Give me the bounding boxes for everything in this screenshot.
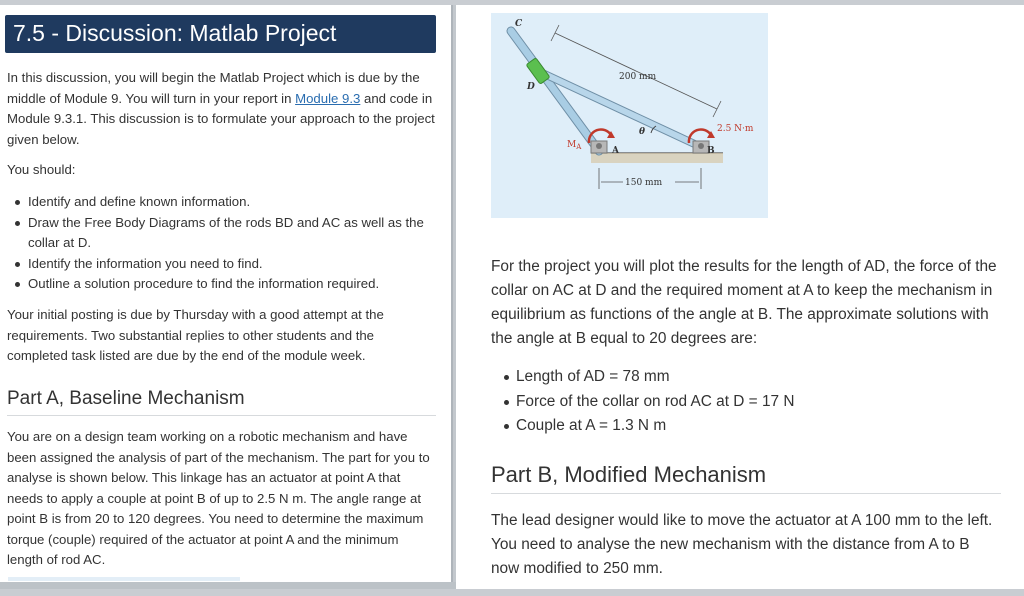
list-item: Couple at A = 1.3 N m [491, 414, 1001, 439]
label-theta: θ [639, 127, 646, 137]
mechanism-diagram [491, 13, 768, 218]
pin-a [596, 143, 602, 149]
label-200mm: 200 mm [619, 72, 657, 82]
mechanism-figure [491, 13, 768, 218]
part-a-heading: Part A, Baseline Mechanism [7, 388, 436, 416]
list-item: Force of the collar on rod AC at D = 17 N [491, 390, 1001, 415]
discussion-title-bar [5, 15, 436, 53]
part-a-paragraph: You are on a design team working on a robotic mechanism and have been assigned the analysis of part of the mechanism. The part for you to analyse is shown below. This linkage has an actuator at point A that needs to apply a couple at point B of up to 2.5 N m. The angle range at point B is from 20 to 120 degrees. You need to determine the maximum torque (couple) required of the actuator at point A and the minimum length of rod AC. [7, 429, 430, 567]
left-panel-bottom-bar [0, 582, 456, 589]
part-b-paragraph: The lead designer would like to move the actuator at A 100 mm to the left. You need to analyse the new mechanism with the distance from A to B now modified to 250 mm. [491, 512, 993, 577]
list-item: Draw the Free Body Diagrams of the rods BD and AC as well as the collar at D. [7, 213, 437, 254]
label-d: D [527, 82, 535, 92]
page-title: 7.5 - Discussion: Matlab Project [13, 20, 337, 46]
label-b: B [707, 146, 715, 156]
left-discussion-panel[interactable] [0, 5, 453, 585]
label-ma [567, 140, 582, 151]
rod-bd [538, 71, 701, 147]
project-paragraph: For the project you will plot the results for the length of AD, the force of the collar on AC at D and the required moment at A to keep the mechanism in equilibrium as functions of the angle at B. The approximate solutions with the angle at B equal to 20 degrees are: [491, 258, 997, 347]
task-list [7, 192, 437, 295]
next-item-accent [8, 577, 240, 581]
label-a: A [612, 146, 619, 156]
ground-hatch [591, 153, 723, 163]
dim-200-line [555, 33, 717, 109]
label-150mm: 150 mm [625, 178, 663, 188]
dim-200-tick-end [713, 101, 721, 117]
label-ma-sub: A [576, 143, 582, 151]
label-ma-main: M [567, 140, 577, 150]
part-b-heading: Part B, Modified Mechanism [491, 462, 1001, 494]
list-item: Identify and define known information. [7, 192, 437, 213]
pin-b [698, 143, 704, 149]
label-c: C [515, 19, 523, 29]
list-item: Identify the information you need to find. [7, 254, 437, 275]
you-should-label: You should: [7, 162, 76, 177]
list-item: Outline a solution procedure to find the information required. [7, 274, 437, 295]
intro-paragraph [7, 68, 437, 150]
module-9-3-link[interactable]: Module 9.3 [295, 90, 361, 106]
bottom-strip [0, 589, 1024, 596]
list-item: Length of AD = 78 mm [491, 365, 1001, 390]
posting-paragraph: Your initial posting is due by Thursday with a good attempt at the requirements. Two substantial replies to other students and the completed task listed are due by the end of the module week. [7, 307, 384, 363]
intro-text-after: and code in Module 9.3.1. This discussion is to formulate your approach to the project given below. [7, 90, 435, 147]
dim-200-tick-start [551, 25, 559, 41]
label-moment-b: 2.5 N·m [717, 124, 754, 134]
intro-text-before: In this discussion, you will begin the Matlab Project which is due by the middle of Module 9. You will turn in your report in [7, 70, 420, 106]
results-list [491, 365, 1001, 439]
